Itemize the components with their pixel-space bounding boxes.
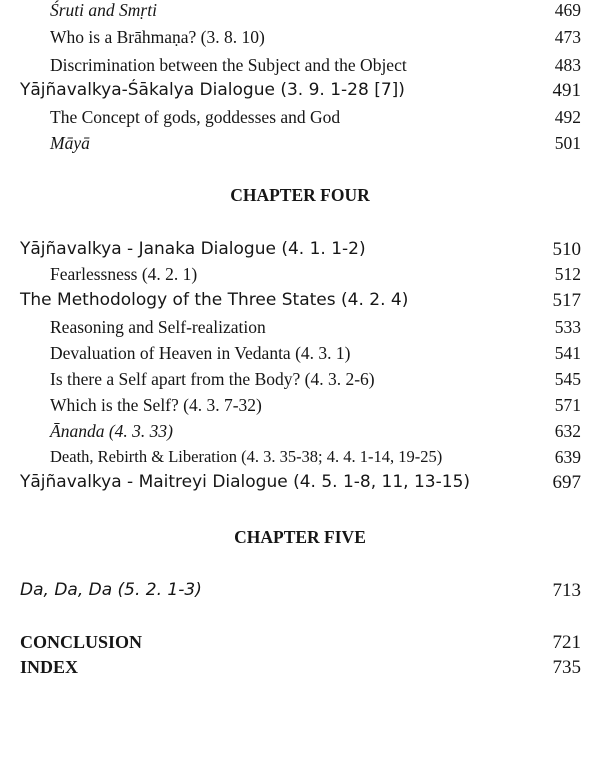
toc-entry-page: 533 [554,317,581,337]
toc-entry-three-states [0,290,600,314]
toc-entry-index [0,657,600,681]
toc-entry-da-da-da [0,580,600,604]
toc-entry-page: 721 [552,632,581,653]
toc-entry-title: Is there a Self apart from the Body? (4. 3. 2-6) [50,369,375,389]
toc-entry-brahmana [0,27,600,51]
chapter-five-heading: CHAPTER FIVE [234,527,366,547]
toc-entry-self-apart [0,369,600,393]
toc-entry-page: 541 [554,343,581,363]
toc-entry-title: INDEX [20,657,79,677]
toc-entry-page: 639 [554,447,581,467]
toc-entry-page: 697 [552,472,581,493]
toc-entry-title: Death, Rebirth & Liberation (4. 3. 35-38; 4. 4. 1-14, 19-25) [50,447,443,466]
toc-entry-title: Śruti and Smṛti [50,0,157,20]
toc-entry-title: Yājñavalkya - Janaka Dialogue (4. 1. 1-2) [20,239,366,259]
toc-entry-title: Reasoning and Self-realization [50,317,266,337]
toc-entry-title: Who is a Brāhmaṇa? (3. 8. 10) [50,27,265,47]
toc-entry-page: 483 [554,55,581,75]
toc-entry-reasoning [0,317,600,341]
toc-entry-page: 469 [554,0,581,20]
toc-entry-which-self [0,395,600,419]
toc-entry-title: The Concept of gods, goddesses and God [50,107,341,127]
toc-entry-title: Yājñavalkya-Śākalya Dialogue (3. 9. 1-28 [7]) [20,80,405,100]
toc-entry-devaluation-heaven [0,343,600,367]
toc-entry-title: The Methodology of the Three States (4. 2. 4) [20,290,409,310]
toc-entry-title: Discrimination between the Subject and the Object [50,55,407,75]
toc-entry-death-rebirth [0,447,600,471]
toc-entry-yajnavalkya-maitreyi [0,472,600,496]
toc-entry-conclusion [0,632,600,656]
toc-entry-title: CONCLUSION [20,632,143,652]
toc-entry-title: Which is the Self? (4. 3. 7-32) [50,395,262,415]
toc-entry-title: Ānanda (4. 3. 33) [50,421,173,441]
toc-entry-page: 491 [552,80,581,101]
toc-entry-maya [0,133,600,157]
toc-entry-page: 492 [554,107,581,127]
toc-entry-title: Māyā [50,133,90,153]
toc-entry-page: 735 [552,657,581,678]
toc-entry-page: 713 [552,580,581,601]
toc-entry-page: 501 [554,133,581,153]
chapter-four-heading: CHAPTER FOUR [230,185,370,205]
toc-entry-yajnavalkya-janaka [0,239,600,263]
toc-entry-page: 632 [554,421,581,441]
toc-entry-page: 517 [552,290,581,311]
toc-entry-title: Devaluation of Heaven in Vedanta (4. 3. 1) [50,343,351,363]
toc-entry-discrimination [0,55,600,79]
toc-entry-title: Yājñavalkya - Maitreyi Dialogue (4. 5. 1-8, 11, 13-15) [20,472,471,492]
toc-entry-page: 473 [554,27,581,47]
toc-entry-sruti-smrti [0,0,600,24]
toc-entry-yajnavalkya-sakalya [0,80,600,104]
toc-entry-page: 571 [554,395,581,415]
toc-entry-page: 545 [554,369,581,389]
toc-entry-concept-of-gods [0,107,600,131]
toc-entry-title: Fearlessness (4. 2. 1) [50,264,198,284]
toc-entry-fearlessness [0,264,600,288]
toc-entry-title: Da, Da, Da (5. 2. 1-3) [20,580,202,600]
toc-entry-ananda [0,421,600,445]
toc-entry-page: 510 [552,239,581,260]
toc-entry-page: 512 [554,264,581,284]
